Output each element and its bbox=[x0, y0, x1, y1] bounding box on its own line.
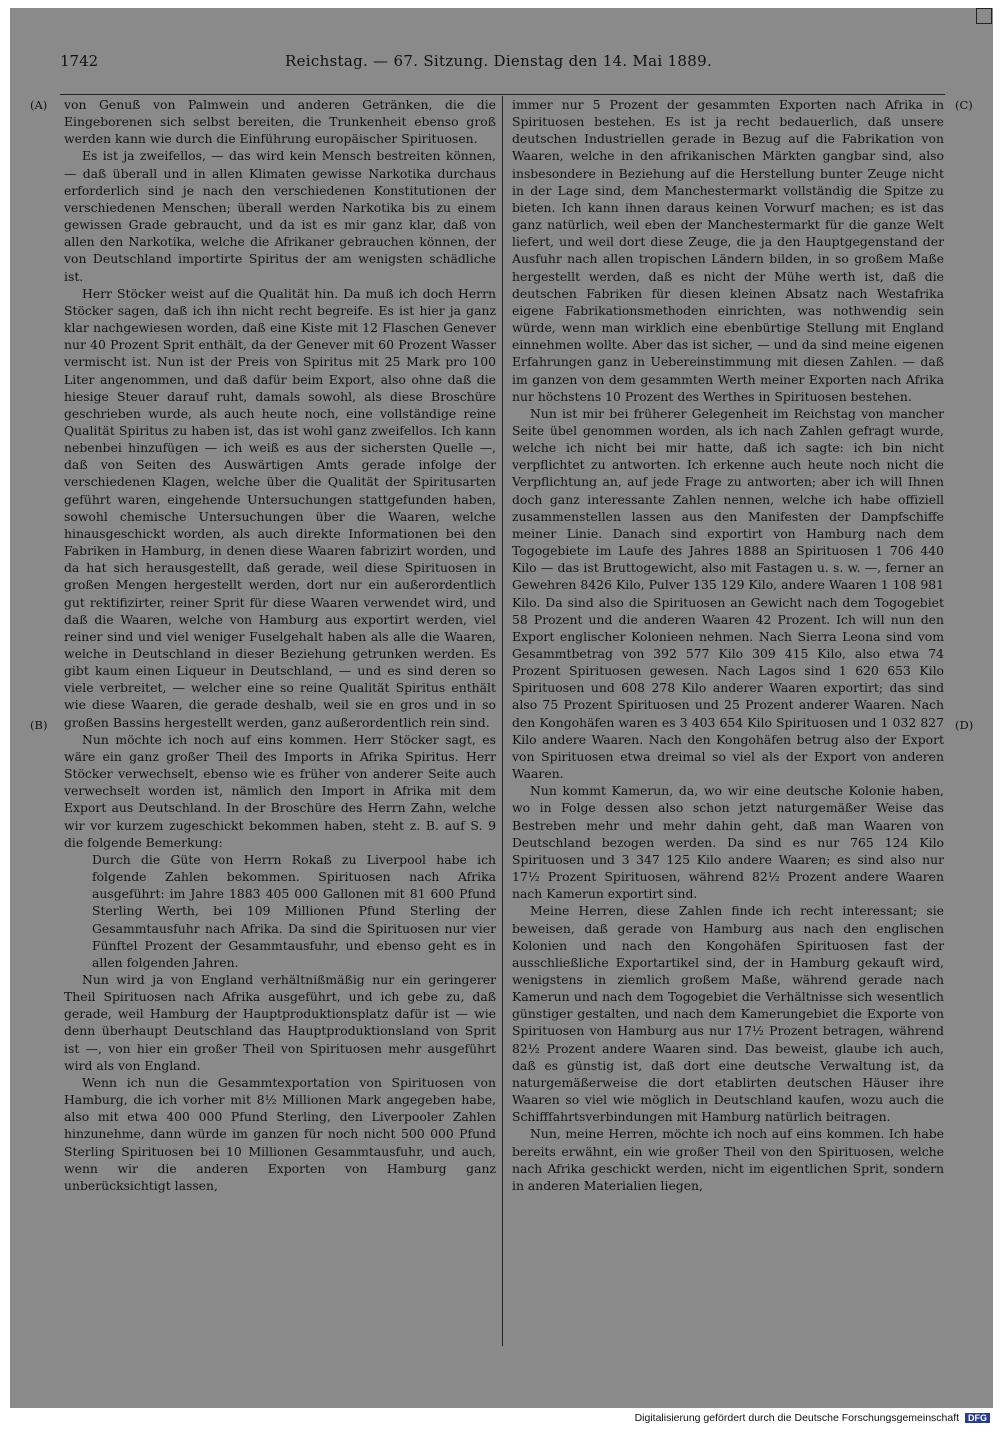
dfg-logo: DFG bbox=[965, 1413, 990, 1423]
paragraph: Wenn ich nun die Gesammtexportation von Spirituosen von Hamburg, die ich vorher mit 8½ Millionen Mark angegeben habe, also mit etwa 400 000 Pfund Sterling, den Liverpooler Zahlen hinzunehme, dann würde im ganzen für noch nicht 500 000 Pfund Sterling Spirituosen bei 10 Millionen Gesammtausfuhr, und auch, wenn wir die anderen Exporten von Hamburg ganz unberücksichtigt lassen, bbox=[64, 1074, 496, 1193]
quoted-passage: Durch die Güte von Herrn Rokaß zu Liverpool habe ich folgende Zahlen bekommen. Spirituosen nach Afrika ausgeführt: im Jahre 1883 405 000 Gallonen mit 81 600 Pfund Sterling Werth, bei 109 Millionen Pfund Sterling der Gesammtausfuhr nach Afrika. Da sind die Spirituosen nur vier Fünftel Prozent der Gesammtausfuhr, und ebenso geht es in allen folgenden Jahren. bbox=[92, 851, 496, 970]
margin-letter-b: (B) bbox=[30, 718, 48, 732]
paragraph: Es ist ja zweifellos, — das wird kein Mensch bestreiten können, — daß überall und in allen Klimaten gewisse Narkotika durchaus erforderlich sind je nach den verschiedenen Konstitutionen der verschiedenen Menschen; überall werden Narkotika bis zu einem gewissen Grade gebraucht, und da ist es mir ganz klar, daß von allen den Narkotika, welche die Afrikaner gebrauchen können, der von Deutschland importirte Spiritus der am wenigsten schädliche ist. bbox=[64, 148, 496, 284]
column-divider bbox=[502, 96, 503, 1346]
left-column bbox=[64, 96, 496, 1194]
paragraph: Nun möchte ich noch auf eins kommen. Herr Stöcker sagt, es wäre ein ganz großer Theil des Imports in Afrika Spiritus. Herr Stöcker verwechselt, ebenso wie es früher von anderer Seite auch verwechselt worden ist, nämlich den Import in Afrika mit dem Export aus Deutschland. In der Broschüre des Herrn Zahn, welche wir vor kurzem zugeschickt bekommen haben, steht z. B. auf S. 9 die folgende Bemerkung: bbox=[64, 731, 496, 850]
right-column bbox=[512, 96, 944, 1194]
margin-letter-c: (C) bbox=[955, 98, 973, 112]
paragraph: Nun kommt Kamerun, da, wo wir eine deutsche Kolonie haben, wo in Folge dessen also schon jetzt naturgemäßer Weise das Bestreben mehr und mehr dahin geht, daß man Waaren von Deutschland bezogen werden. Da sind es nur 765 124 Kilo Spirituosen und 3 347 125 Kilo andere Waaren; es sind also nur 17½ Prozent Spirituosen, während 82½ Prozent andere Waaren nach Kamerun exportirt sind. bbox=[512, 783, 944, 902]
running-head: Reichstag. — 67. Sitzung. Dienstag den 14. Mai 1889. bbox=[285, 52, 713, 70]
page-number: 1742 bbox=[60, 52, 99, 70]
margin-letter-d: (D) bbox=[955, 718, 974, 732]
header-rule bbox=[60, 94, 945, 95]
paragraph: Meine Herren, diese Zahlen finde ich recht interessant; sie beweisen, daß gerade von Hamburg aus nach den englischen Kolonien und nach den Kongohäfen Spirituosen fast der ausschließliche Exportartikel sind, der in Hamburg gekauft wird, wenigstens in ziemlich großem Maße, während gerade nach Kamerun und nach dem Togogebiet die Verhältnisse sich wesentlich günstiger gestalten, und nach dem Kamerungebiet die Exporte von Spirituosen von Hamburg aus nur 17½ Prozent betragen, während 82½ Prozent andere Waaren sind. Das beweist, glaube ich auch, daß es günstig ist, daß dort eine deutsche Verwaltung ist, da naturgemäßerweise die dort etablirten deutschen Häuser ihre Waaren so viel wie möglich in Deutschland kaufen, wozu auch die Schifffahrtsverbindungen mit Hamburg natürlich beitragen. bbox=[512, 903, 944, 1125]
digitization-credit bbox=[560, 1412, 990, 1428]
footer-text: Digitalisierung gefördert durch die Deutsche Forschungsgemeinschaft bbox=[634, 1412, 960, 1424]
paragraph: Herr Stöcker weist auf die Qualität hin. Da muß ich doch Herrn Stöcker sagen, daß ich ihn nicht recht begreife. Es ist hier ja ganz klar nachgewiesen worden, daß eine Kiste mit 12 Flaschen Genever nur 40 Prozent Sprit enthält, da der Genever mit 60 Prozent Wasser vermischt ist. Nun ist der Preis von Spiritus mit 25 Mark pro 100 Liter angenommen, und daß dafür beim Export, also ohne daß die hiesige Steuer darauf ruht, damals sowohl, als diese Broschüre geschrieben wurde, als auch heute noch, eine vollständige reine Qualität Spiritus zu haben ist, das ist wohl ganz zweifellos. Ich kann nebenbei hinzufügen — ich weiß es aus der sichersten Quelle —, daß von Seiten des Auswärtigen Amts gerade infolge der verschiedenen Klagen, welche über die Qualität der Spiritusarten geführt waren, eingehende Untersuchungen stattgefunden haben, sowohl chemische Untersuchungen über die Waaren, welche hinausgeschickt worden, als auch direkte Informationen bei den Fabriken in Hamburg, in denen diese Waaren fabrizirt worden, und da hat sich herausgestellt, daß gerade, weil diese Spirituosen in großen Mengen hergestellt werden, dort nur ein außerordentlich gut rektifizirter, reiner Sprit für diese Waaren verwendet wird, und daß die Waaren, welche von Hamburg aus exportirt werden, viel reiner sind und viel weniger Fuselgehalt haben als alle die Waaren, welche in Deutschland in dieser Beziehung getrunken werden. Es gibt kaum einen Liqueur in Deutschland, — und es sind deren so viele verbreitet, — welcher eine so reine Qualität Spiritus enthält wie diese Waaren, die gerade deshalb, weil sie en gros und in so großen Bassins hergestellt werden, ganz außerordentlich rein sind. bbox=[64, 285, 496, 730]
margin-letter-a: (A) bbox=[30, 98, 48, 112]
paragraph: von Genuß von Palmwein und anderen Getränken, die die Eingeborenen sich selbst bereiten, die Trunkenheit ebenso groß werden kann wie durch die Einführung europäischer Spirituosen. bbox=[64, 97, 496, 147]
paragraph: immer nur 5 Prozent der gesammten Exporten nach Afrika in Spirituosen bestehen. Es ist ja recht bedauerlich, daß unsere deutschen Industriellen gerade in Bezug auf die Fabrikation von Waaren, welche in den afrikanischen Märkten gangbar sind, also insbesondere in Beziehung auf die Herstellung bunter Zeuge nicht in der Lage sind, dem Manchestermarkt vollständig die Spitze zu bieten. Ich kann ihnen daraus keinen Vorwurf machen; es ist das ganz natürlich, weil eben der Manchestermarkt für die ganze Welt liefert, und weil dort diese Zeuge, die ja den Hauptgegenstand der Ausfuhr nach allen tropischen Ländern bilden, in so großem Maße hergestellt werden, daß es nicht der Mühe werth ist, daß die deutschen Fabriken für diesen kleinen Absatz nach Westafrika eigene Fabrikationsmethoden einrichten, was nothwendig sein würde, wenn man wirklich eine ebenbürtige Stellung mit England einnehmen wollte. Aber das ist sicher, — und da sind meine eigenen Erfahrungen ganz in Uebereinstimmung mit diesen Zahlen. — daß im ganzen von dem gesammten Werth meiner Exporten nach Afrika nur höchstens 10 Prozent des Werthes in Spirituosen bestehen. bbox=[512, 97, 944, 404]
scan-corner-mark bbox=[976, 8, 992, 24]
page-header bbox=[60, 52, 940, 72]
paragraph: Nun wird ja von England verhältnißmäßig nur ein geringerer Theil Spirituosen nach Afrika ausgeführt, und ich gebe zu, daß gerade, weil Hamburg der Hauptproduktionsplatz dafür ist — wie denn überhaupt Deutschland das Hauptproduktionsland von Sprit ist —, von hier ein großer Theil von Spirituosen mehr ausgeführt wird als von England. bbox=[64, 971, 496, 1073]
paragraph: Nun, meine Herren, möchte ich noch auf eins kommen. Ich habe bereits erwähnt, ein wie großer Theil von den Spirituosen, welche nach Afrika geschickt werden, nicht im eigentlichen Sprit, sondern in anderen Materialien liegen, bbox=[512, 1126, 944, 1193]
paragraph: Nun ist mir bei früherer Gelegenheit im Reichstag von mancher Seite übel genommen worden, als ich nach Zahlen gefragt wurde, welche ich nicht bei mir hatte, daß ich sagte: ich bin nicht verpflichtet zu antworten. Ich erkenne auch heute noch nicht die Verpflichtung an, auf jede Frage zu antworten; aber ich will Ihnen doch ganz interessante Zahlen nennen, welche ich habe offiziell zusammenstellen lassen aus den Manifesten der Dampfschiffe meiner Linie. Danach sind exportirt von Hamburg nach dem Togogebiete im Laufe des Jahres 1888 an Spirituosen 1 706 440 Kilo — das ist Bruttogewicht, also mit Fastagen u. s. w. —, ferner an Gewehren 8426 Kilo, Pulver 135 129 Kilo, andere Waaren 1 108 981 Kilo. Da sind also die Spirituosen an Gewicht nach dem Togogebiet 58 Prozent und die anderen Waaren 42 Prozent. Ich will nun den Export englischer Kolonieen nehmen. Nach Sierra Leona sind vom Gesammtbetrag von 392 577 Kilo 309 415 Kilo, also etwa 74 Prozent Spirituosen gewesen. Nach Lagos sind 1 620 653 Kilo Spirituosen und 608 278 Kilo anderer Waaren exportirt; das sind also 75 Prozent Spirituosen und 25 Prozent anderer Waaren. Nach den Kongohäfen waren es 3 403 654 Kilo Spirituosen und 1 032 827 Kilo andere Waaren. Nach den Kongohäfen betrug also der Export von Spirituosen etwa dreimal so viel als der Export von anderen Waaren. bbox=[512, 405, 944, 782]
